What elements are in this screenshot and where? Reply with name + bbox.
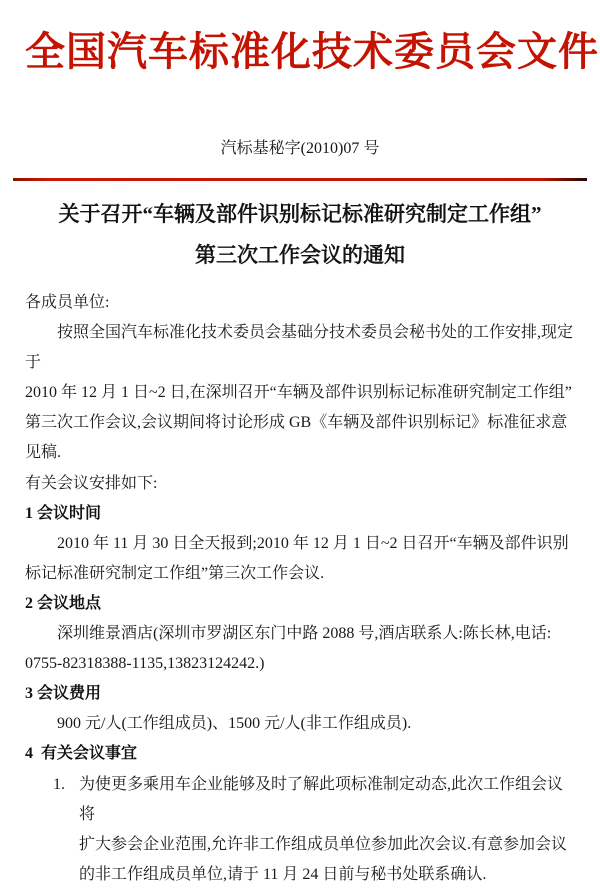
section-heading-meeting-location: 2 会议地点 [25, 594, 102, 612]
document-body [25, 288, 575, 890]
section-heading-meeting-time: 1 会议时间 [25, 504, 102, 522]
intro-line: 有关会议安排如下: [25, 474, 158, 492]
section-heading-meeting-matters: 4 有关会议事宜 [25, 745, 138, 763]
list-item-line: 为使更多乘用车企业能够及时了解此项标准制定动态,此次工作组会议将 [79, 775, 564, 823]
section-meeting-matters [25, 739, 575, 889]
subject-line-1: 关于召开“车辆及部件识别标记标准研究制定工作组” [58, 202, 542, 226]
subject-title [25, 194, 575, 276]
list-item-line: 扩大参会企业范围,允许非工作组成员单位参加此次会议.有意参加会议 [79, 835, 568, 853]
section-heading-meeting-fee: 3 会议费用 [25, 685, 102, 703]
section-line: 深圳维景酒店(深圳市罗湖区东门中路 2088 号,酒店联系人:陈长林,电话: [25, 625, 552, 643]
intro-line: 2010 年 12 月 1 日~2 日,在深圳召开“车辆及部件识别标记标准研究制定工作组” [25, 384, 572, 402]
section-line: 标记标准研究制定工作组”第三次工作会议. [25, 564, 325, 582]
section-line: 0755-82318388-1135,13823124242.) [25, 655, 265, 673]
section-line: 900 元/人(工作组成员)、1500 元/人(非工作组成员). [25, 715, 412, 733]
intro-paragraph [25, 318, 575, 499]
section-line: 2010 年 11 月 30 日全天报到;2010 年 12 月 1 日~2 日召开“车辆及部件识别 [25, 534, 569, 552]
section-meeting-location [25, 589, 575, 679]
list-item [25, 770, 575, 890]
list-item-line: 的非工作组成员单位,请于 11 月 24 日前与秘书处联系确认. [79, 865, 487, 883]
document-header-title: 全国汽车标准化技术委员会文件 [25, 29, 599, 74]
section-meeting-time [25, 499, 575, 589]
red-divider-rule [13, 178, 587, 181]
document-number: 汽标基秘字(2010)07 号 [220, 140, 380, 157]
list-item-first-row [53, 770, 575, 830]
section-meeting-fee [25, 679, 575, 739]
list-item-number: 1. [53, 775, 65, 793]
intro-line: 按照全国汽车标准化技术委员会基础分技术委员会秘书处的工作安排,现定于 [25, 324, 574, 372]
salutation: 各成员单位: [25, 294, 110, 311]
subject-line-2: 第三次工作会议的通知 [195, 243, 405, 267]
intro-line: 第三次工作会议,会议期间将讨论形成 GB《车辆及部件识别标记》标准征求意见稿. [25, 414, 568, 462]
